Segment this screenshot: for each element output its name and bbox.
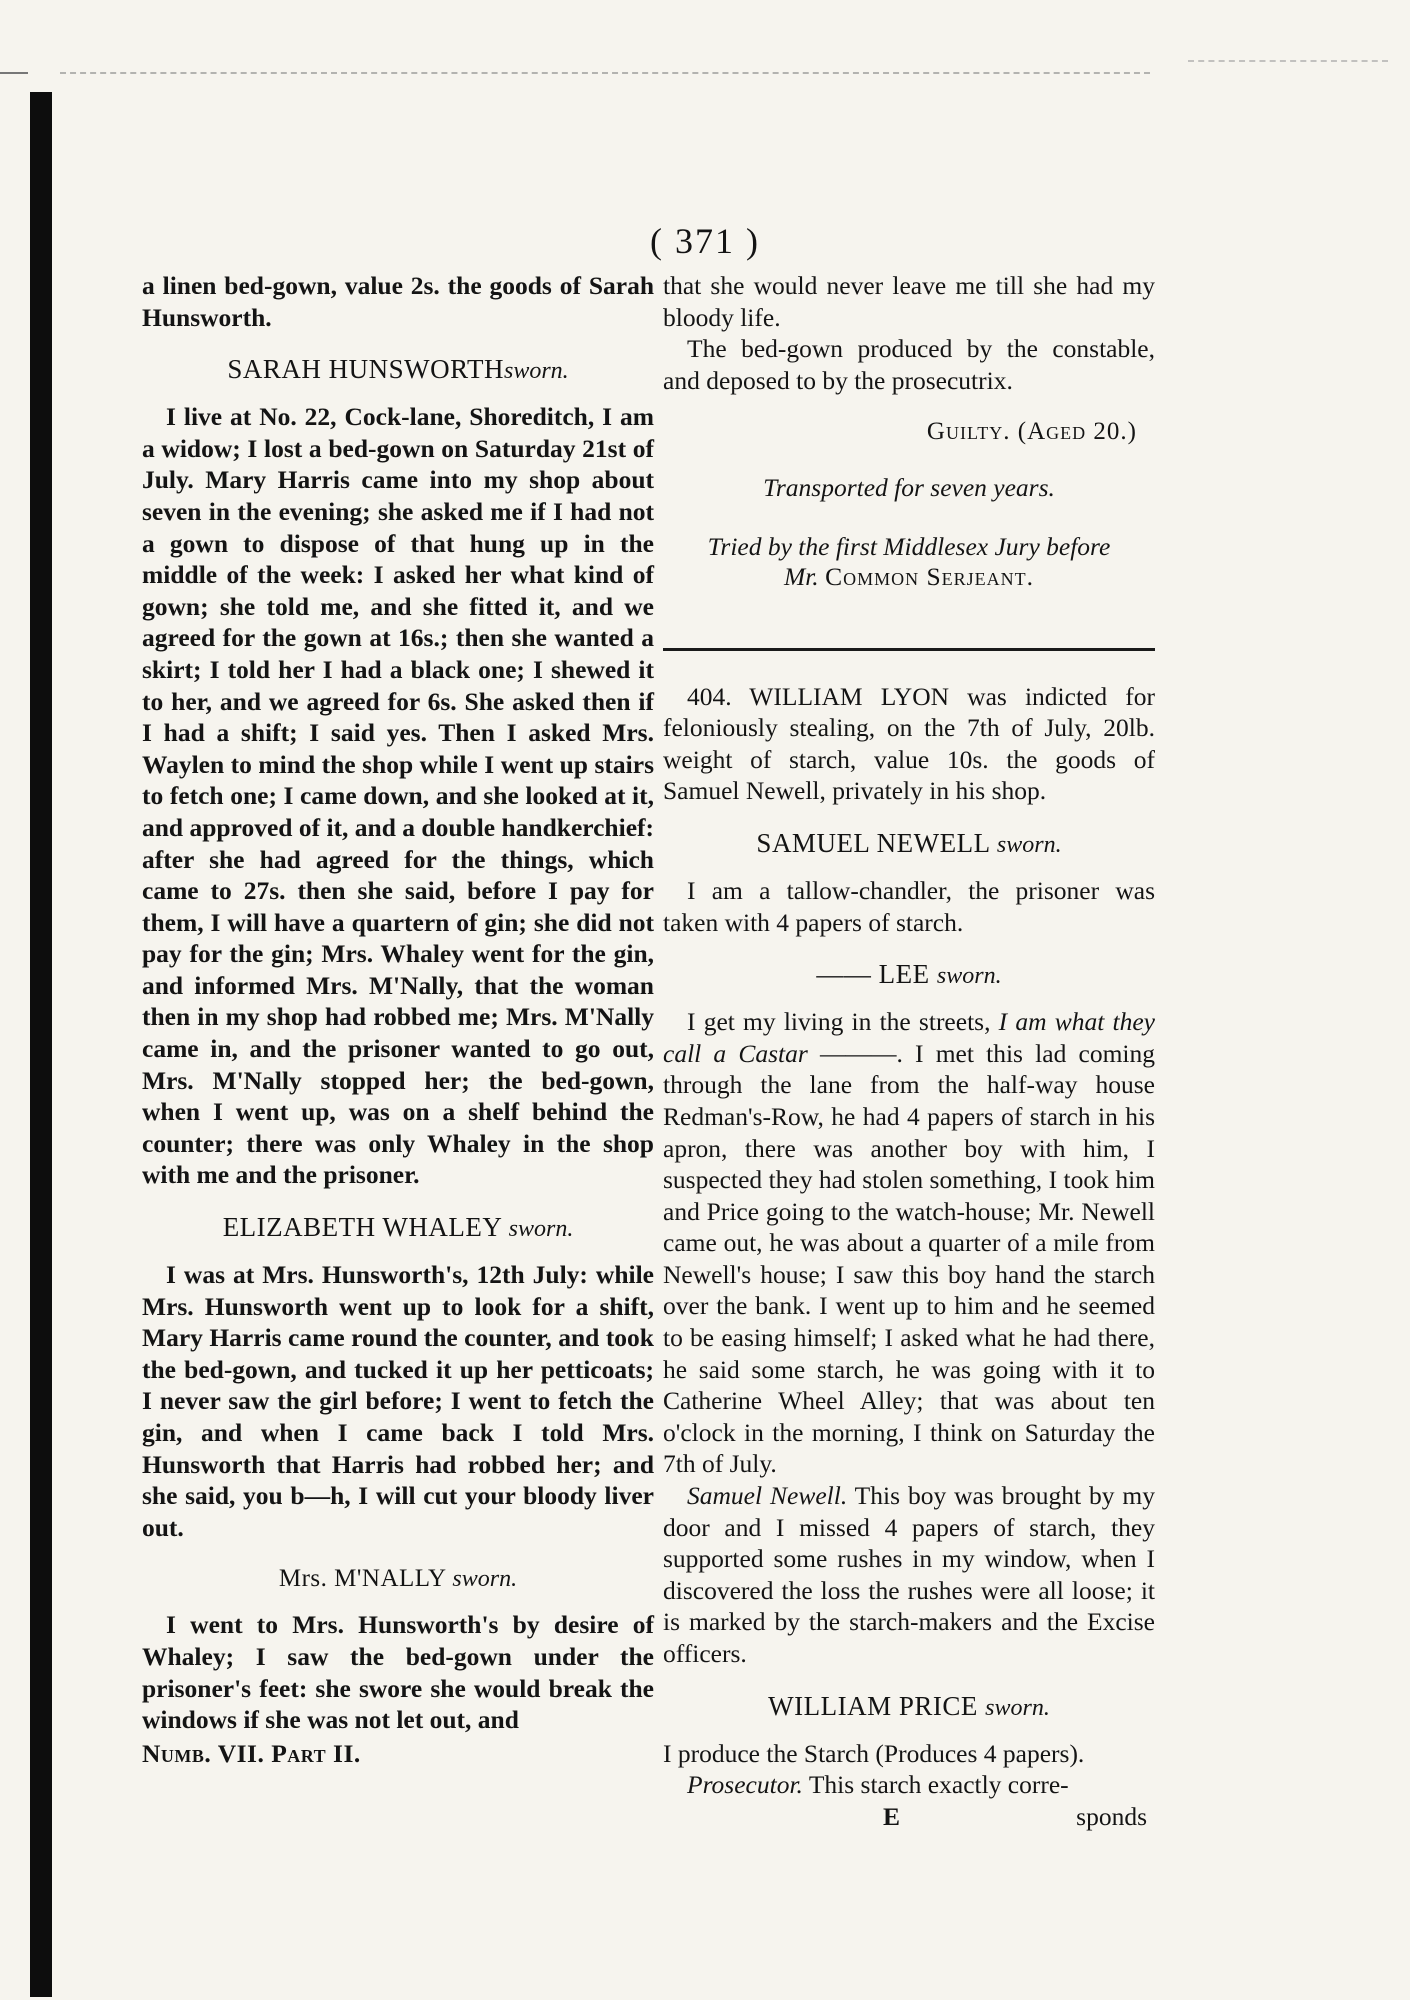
top-rule [60,72,1150,74]
sworn-label: sworn. [508,1216,574,1243]
witness-heading [142,353,654,387]
testimony-paragraph [663,1480,1155,1670]
witness-heading [663,1690,1155,1724]
verdict: Guilty. (Aged 20.) [926,418,1137,446]
sworn-label: sworn. [985,1694,1050,1721]
indictment-paragraph: 404. WILLIAM LYON was indicted for feloniously stealing, on the 7th of July, 20lb. weight of starch, value 10s. the goods of Samuel Newell, privately in his shop. [663,681,1155,806]
witness-name: Mrs. M'NALLY [278,1565,446,1593]
testimony-paragraph: I produce the Starch (Produces 4 papers). [663,1738,1085,1768]
witness-name: ELIZABETH WHALEY [222,1212,502,1243]
jury-note-mr: Mr. [783,561,819,591]
testimony-paragraph [663,1006,1155,1480]
sworn-label: sworn. [503,358,569,385]
sworn-label: sworn. [936,963,1002,990]
catchword: sponds [1076,1801,1147,1831]
left-column [142,270,654,1769]
section-divider [663,648,1155,651]
testimony-text: This starch exactly corre- [802,1770,1069,1800]
witness-name: WILLIAM PRICE [768,1690,978,1721]
top-right-mark [1188,60,1388,62]
testimony-text: I get my living in the streets, [687,1007,999,1037]
sentence: Transported for seven years. [763,472,1055,502]
testimony-paragraph: I went to Mrs. Hunsworth's by desire of Whaley; I saw the bed-gown under the prisoner's feet: she swore she would break the windows if she was not let out, and [142,1610,654,1735]
witness-name: SARAH HUNSWORTH [227,354,504,385]
witness-name: —— LEE [816,959,930,990]
testimony-text: This boy was brought by my door and I missed 4 papers of starch, they supported some rushes in my window, when I discovered the loss the rushes were all loose; it is marked by the starch-makers and the Excise officers. [663,1481,1155,1668]
right-column [663,270,1155,1831]
sworn-label: sworn. [996,831,1062,858]
speaker-name: Prosecutor. [687,1770,803,1800]
speaker-name: Samuel Newell. [687,1481,848,1511]
testimony-paragraph [663,1769,1155,1801]
testimony-paragraph: I live at No. 22, Cock-lane, Shoreditch, I am a widow; I lost a bed-gown on Saturday 21st of July. Mary Harris came into my shop about seven in the evening; she asked me if I had not a gown to dispose of that hung up in the middle of the week: I asked her what kind of gown; she told me, and she fitted it, and we agreed for the gown at 16s.; then she wanted a skirt; I told her I had a black one; I shewed it to her, and we agreed for 6s. She asked then if I had a shift; I said yes. Then I asked Mrs. Waylen to mind the shop while I went up stairs to fetch one; I came down, and she looked at it, and approved of it, and a double handkerchief: after she had agreed for the things, which came to 27s. then she said, before I pay for them, I will have a quartern of gin; she did not pay for the gin; Mrs. Whaley went for the gin, and informed Mrs. M'Nally, that the woman then in my shop had robbed me; Mrs. M'Nally came in, and the prisoner wanted to go out, Mrs. M'Nally stopped her; the bed-gown, when I went up, was on a shelf behind the counter; there was only Whaley in the shop with me and the prisoner. [142,402,655,1190]
continuation-text: a linen bed-gown, value 2s. the goods of Sarah Hunsworth. [142,271,654,332]
jury-note-title: Common Serjeant. [825,561,1035,591]
evidence-note: The bed-gown produced by the constable, and deposed to by the prosecutrix. [663,334,1155,395]
testimony-text: ———. I met this lad coming through the lane from the half-way house Redman's-Row, he had 4 papers of starch in his apron, there was another boy with him, I suspected they had stolen something, I took him and Price going to the watch-house; Mr. Newell came out, he was about a quarter of a mile from Newell's house; I saw this boy hand the starch over the bank. I went up to him and he seemed to be easing himself; I asked what he had there, he said some starch, he was going with it to Catherine Wheel Alley; that was about ten o'clock in the morning, I think on Saturday the 7th of July. [663,1038,1155,1479]
testimony-paragraph: I was at Mrs. Hunsworth's, 12th July: while Mrs. Hunsworth went up to look for a shift, Mary Harris came round the counter, and took the bed-gown, and tucked it up her petticoats; I never saw the girl before; I went to fetch the gin, and when I came back I told Mrs. Hunsworth that Harris had robbed her; and she said, you b—h, I will cut your bloody liver out. [142,1260,654,1542]
witness-heading [663,958,1155,992]
witness-heading [142,1563,654,1595]
signature-line: Numb. VII. Part II. [142,1738,361,1768]
testimony-italic: I am what they call a Castar [663,1007,1155,1068]
continuation-text: that she would never leave me till she had my bloody life. [663,271,1155,332]
witness-heading [663,827,1155,861]
jury-note-line2 [663,562,1155,592]
book-spine [30,92,52,1997]
witness-heading [142,1211,654,1245]
signature-letter: E [883,1801,901,1831]
witness-name: SAMUEL NEWELL [756,827,990,858]
testimony-paragraph: I am a tallow-chandler, the prisoner was taken with 4 papers of starch. [663,875,1155,937]
page-number: ( 371 ) [650,221,760,261]
page-footer [663,1801,1155,1831]
jury-note: Tried by the first Middlesex Jury before [707,531,1111,561]
page-edge-mark [0,72,28,74]
sworn-label: sworn. [452,1566,518,1593]
